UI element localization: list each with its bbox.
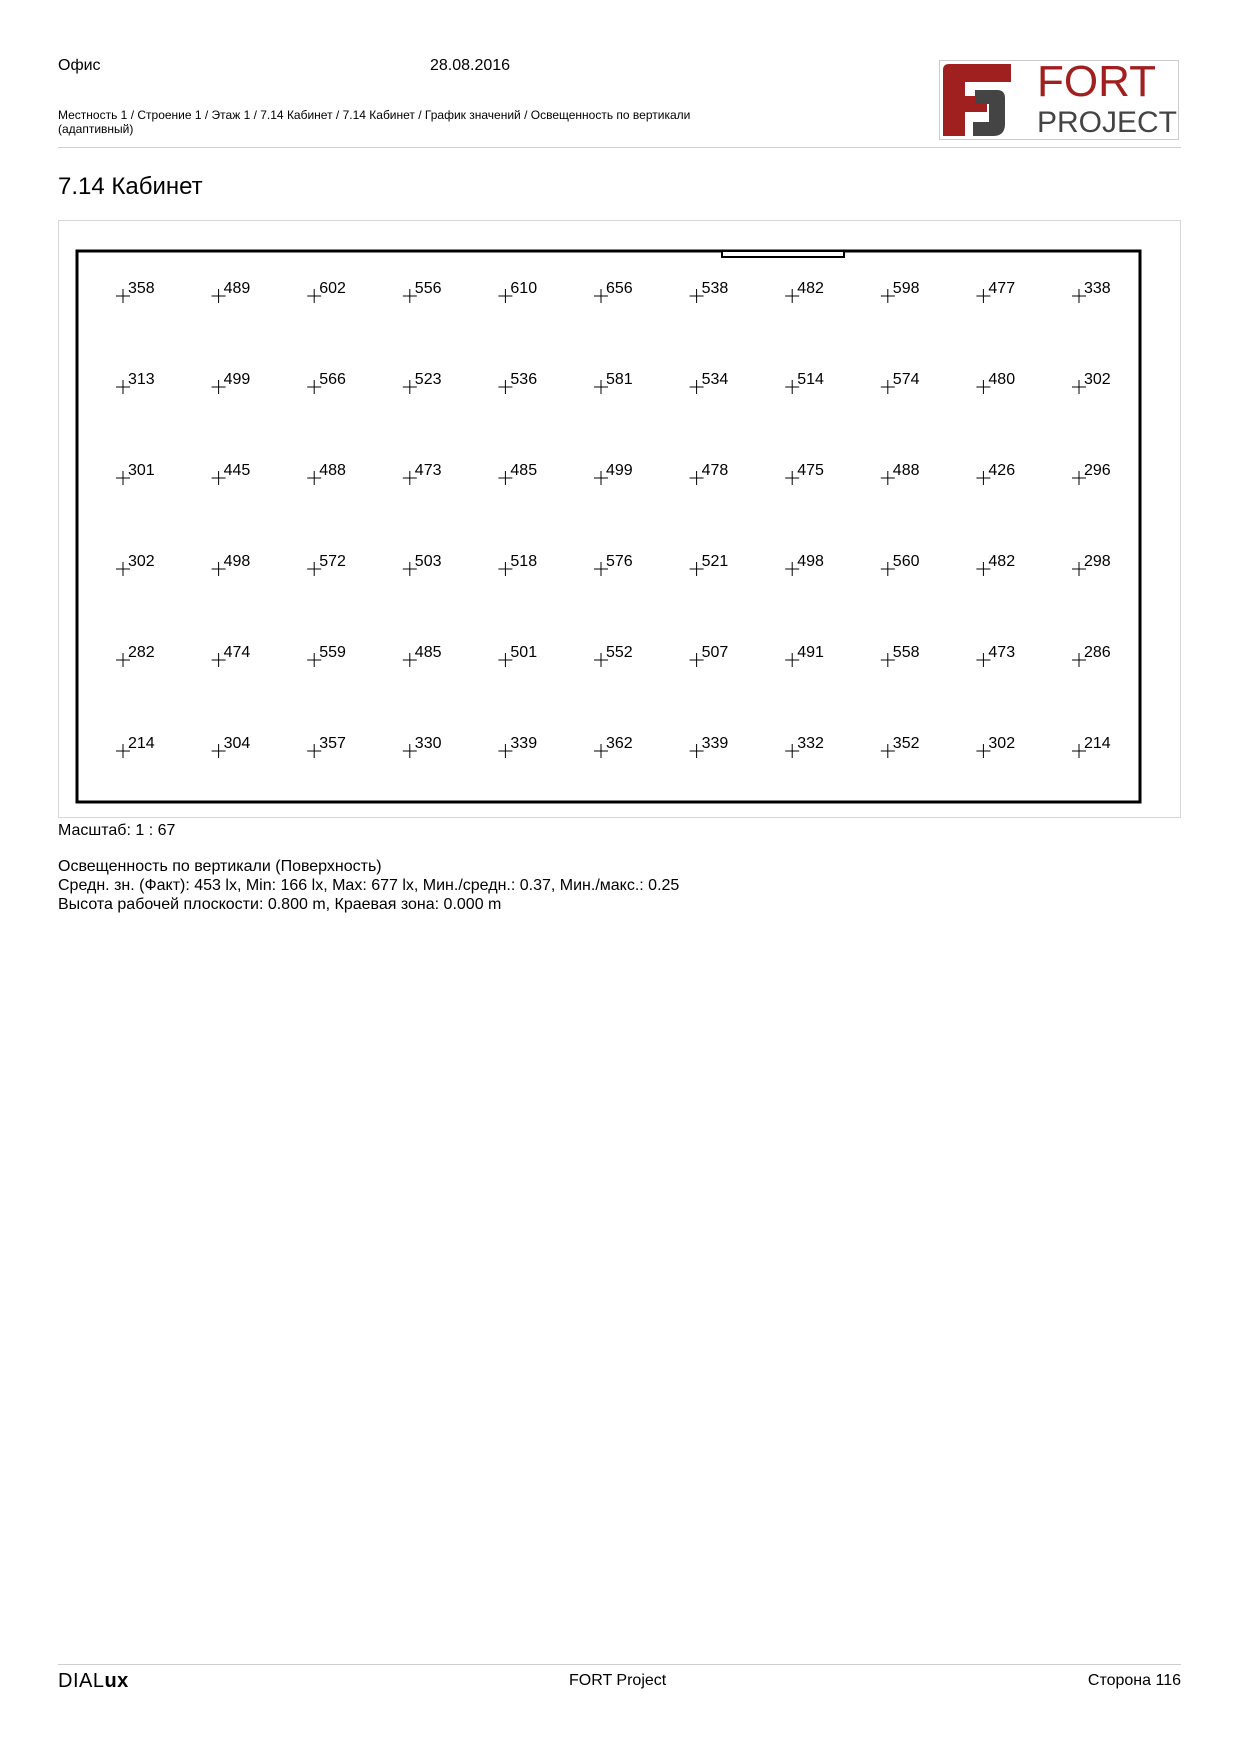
grid-value-label: 282 (128, 644, 155, 661)
grid-point (403, 644, 442, 667)
grid-point (976, 280, 1015, 303)
grid-value-label: 566 (319, 371, 346, 388)
grid-value-label: 552 (606, 644, 633, 661)
grid-point (690, 553, 729, 576)
grid-point (212, 735, 251, 758)
grid-value-label: 477 (988, 280, 1016, 297)
grid-value-label: 478 (701, 462, 729, 479)
grid-point (307, 280, 346, 303)
grid-point (594, 462, 633, 485)
dialux-prefix: DIAL (58, 1670, 105, 1692)
grid-value-label: 514 (797, 371, 824, 388)
grid-value-label: 536 (510, 371, 538, 388)
grid-value-label: 491 (797, 644, 824, 661)
grid-value-label: 473 (988, 644, 1016, 661)
grid-value-label: 302 (988, 735, 1016, 752)
grid-point (116, 462, 155, 485)
grid-point (403, 553, 442, 576)
illuminance-stats: Средн. зн. (Факт): 453 lx, Min: 166 lx, Max: 677 lx, Мин./средн.: 0.37, Мин./макс.: 0.25 (58, 877, 680, 894)
grid-point (785, 553, 824, 576)
dialux-suffix: ux (104, 1670, 129, 1692)
grid-value-label: 498 (223, 553, 251, 570)
grid-value-label: 556 (414, 280, 442, 297)
grid-point (881, 553, 920, 576)
grid-point (1072, 735, 1111, 758)
grid-point (116, 644, 155, 667)
grid-value-label: 475 (797, 462, 824, 479)
grid-point (498, 371, 537, 394)
grid-value-label: 304 (223, 735, 251, 752)
grid-point (116, 735, 155, 758)
grid-value-label: 482 (988, 553, 1016, 570)
grid-point (594, 735, 633, 758)
grid-value-label: 488 (892, 462, 920, 479)
header-divider (58, 147, 1181, 148)
grid-point (1072, 280, 1111, 303)
grid-point (785, 462, 824, 485)
grid-point (881, 280, 920, 303)
grid-point (785, 644, 824, 667)
workplane-height: Высота рабочей плоскости: 0.800 m, Краевая зона: 0.000 m (58, 896, 502, 913)
grid-value-label: 362 (606, 735, 633, 752)
grid-value-label: 499 (223, 371, 251, 388)
grid-point (498, 644, 537, 667)
grid-point (212, 462, 251, 485)
grid-point (690, 735, 729, 758)
grid-value-label: 574 (892, 371, 920, 388)
grid-point (403, 280, 442, 303)
grid-value-label: 426 (988, 462, 1016, 479)
grid-value-label: 485 (414, 644, 442, 661)
grid-value-label: 301 (128, 462, 155, 479)
grid-value-label: 302 (128, 553, 155, 570)
grid-point (307, 462, 346, 485)
grid-value-label: 445 (223, 462, 251, 479)
grid-value-label: 214 (128, 735, 155, 752)
grid-value-label: 602 (319, 280, 346, 297)
logo-text-fort: FORT (1037, 60, 1156, 106)
grid-value-label: 581 (606, 371, 633, 388)
grid-point (498, 735, 537, 758)
grid-value-label: 473 (414, 462, 442, 479)
grid-point (307, 644, 346, 667)
grid-point (976, 553, 1015, 576)
grid-value-label: 538 (701, 280, 729, 297)
grid-value-label: 560 (892, 553, 920, 570)
grid-point (307, 553, 346, 576)
room-title: 7.14 Кабинет (58, 173, 203, 200)
grid-value-label: 358 (128, 280, 155, 297)
grid-value-label: 482 (797, 280, 824, 297)
grid-point (785, 280, 824, 303)
grid-value-label: 488 (319, 462, 346, 479)
grid-value-label: 313 (128, 371, 155, 388)
grid-value-label: 286 (1084, 644, 1111, 661)
grid-value-label: 534 (701, 371, 729, 388)
grid-point (1072, 371, 1111, 394)
grid-point (212, 280, 251, 303)
grid-value-label: 339 (510, 735, 538, 752)
project-name: Офис (58, 57, 101, 74)
grid-value-label: 352 (892, 735, 920, 752)
grid-point (881, 462, 920, 485)
grid-point (498, 553, 537, 576)
grid-point (403, 735, 442, 758)
grid-point (1072, 644, 1111, 667)
grid-point (881, 371, 920, 394)
grid-point (594, 644, 633, 667)
surface-name: Освещенность по вертикали (Поверхность) (58, 858, 382, 875)
grid-value-label: 521 (701, 553, 729, 570)
grid-value-label: 503 (414, 553, 442, 570)
grid-point (690, 371, 729, 394)
window-mark (722, 251, 844, 257)
grid-value-label: 339 (701, 735, 729, 752)
grid-point (498, 462, 537, 485)
grid-point (594, 280, 633, 303)
grid-point (690, 462, 729, 485)
grid-point (498, 280, 537, 303)
grid-point (594, 371, 633, 394)
grid-value-label: 332 (797, 735, 824, 752)
grid-point (212, 553, 251, 576)
breadcrumb: Местность 1 / Строение 1 / Этаж 1 / 7.14 Кабинет / 7.14 Кабинет / График значений / Освещенность по вертикали (адаптивный) (58, 108, 691, 136)
grid-point (403, 462, 442, 485)
grid-point (116, 280, 155, 303)
grid-point (116, 371, 155, 394)
grid-value-label: 598 (892, 280, 920, 297)
fort-project-logo (939, 60, 1179, 140)
grid-value-label: 302 (1084, 371, 1111, 388)
illuminance-value-chart (58, 220, 1181, 818)
grid-value-label: 656 (606, 280, 633, 297)
grid-value-label: 298 (1084, 553, 1111, 570)
footer-divider (58, 1664, 1181, 1665)
grid-value-label: 559 (319, 644, 346, 661)
grid-value-label: 610 (510, 280, 538, 297)
grid-point (690, 644, 729, 667)
grid-point (116, 553, 155, 576)
grid-point (1072, 462, 1111, 485)
grid-point (1072, 553, 1111, 576)
grid-point (785, 735, 824, 758)
grid-value-label: 489 (223, 280, 251, 297)
grid-point (785, 371, 824, 394)
grid-point (976, 371, 1015, 394)
grid-point (307, 735, 346, 758)
grid-point (690, 280, 729, 303)
grid-point (212, 644, 251, 667)
grid-value-label: 296 (1084, 462, 1111, 479)
grid-value-label: 357 (319, 735, 346, 752)
grid-value-label: 558 (892, 644, 920, 661)
report-date: 28.08.2016 (430, 57, 511, 74)
grid-value-label: 330 (414, 735, 442, 752)
grid-value-label: 474 (223, 644, 251, 661)
grid-value-label: 576 (606, 553, 633, 570)
grid-point (881, 644, 920, 667)
grid-point (212, 371, 251, 394)
grid-value-label: 498 (797, 553, 824, 570)
grid-value-label: 518 (510, 553, 538, 570)
grid-value-label: 485 (510, 462, 538, 479)
page-number: Сторона 116 (1087, 1672, 1181, 1689)
grid-value-label: 338 (1084, 280, 1111, 297)
scale-label: Масштаб: 1 : 67 (58, 822, 176, 839)
grid-value-label: 480 (988, 371, 1016, 388)
room-outline (77, 251, 1140, 802)
grid-point (307, 371, 346, 394)
grid-value-label: 499 (606, 462, 633, 479)
grid-point (881, 735, 920, 758)
grid-point (403, 371, 442, 394)
footer-company: FORT Project (569, 1672, 667, 1689)
logo-text-project: PROJECT (1037, 106, 1178, 139)
grid-value-label: 507 (701, 644, 729, 661)
grid-value-label: 572 (319, 553, 346, 570)
grid-point (594, 553, 633, 576)
grid-value-label: 523 (414, 371, 442, 388)
grid-point (976, 644, 1015, 667)
grid-point (976, 735, 1015, 758)
grid-value-label: 501 (510, 644, 538, 661)
dialux-logo (58, 1670, 129, 1693)
grid-point (976, 462, 1015, 485)
grid-value-label: 214 (1084, 735, 1111, 752)
calculation-info (58, 857, 679, 914)
